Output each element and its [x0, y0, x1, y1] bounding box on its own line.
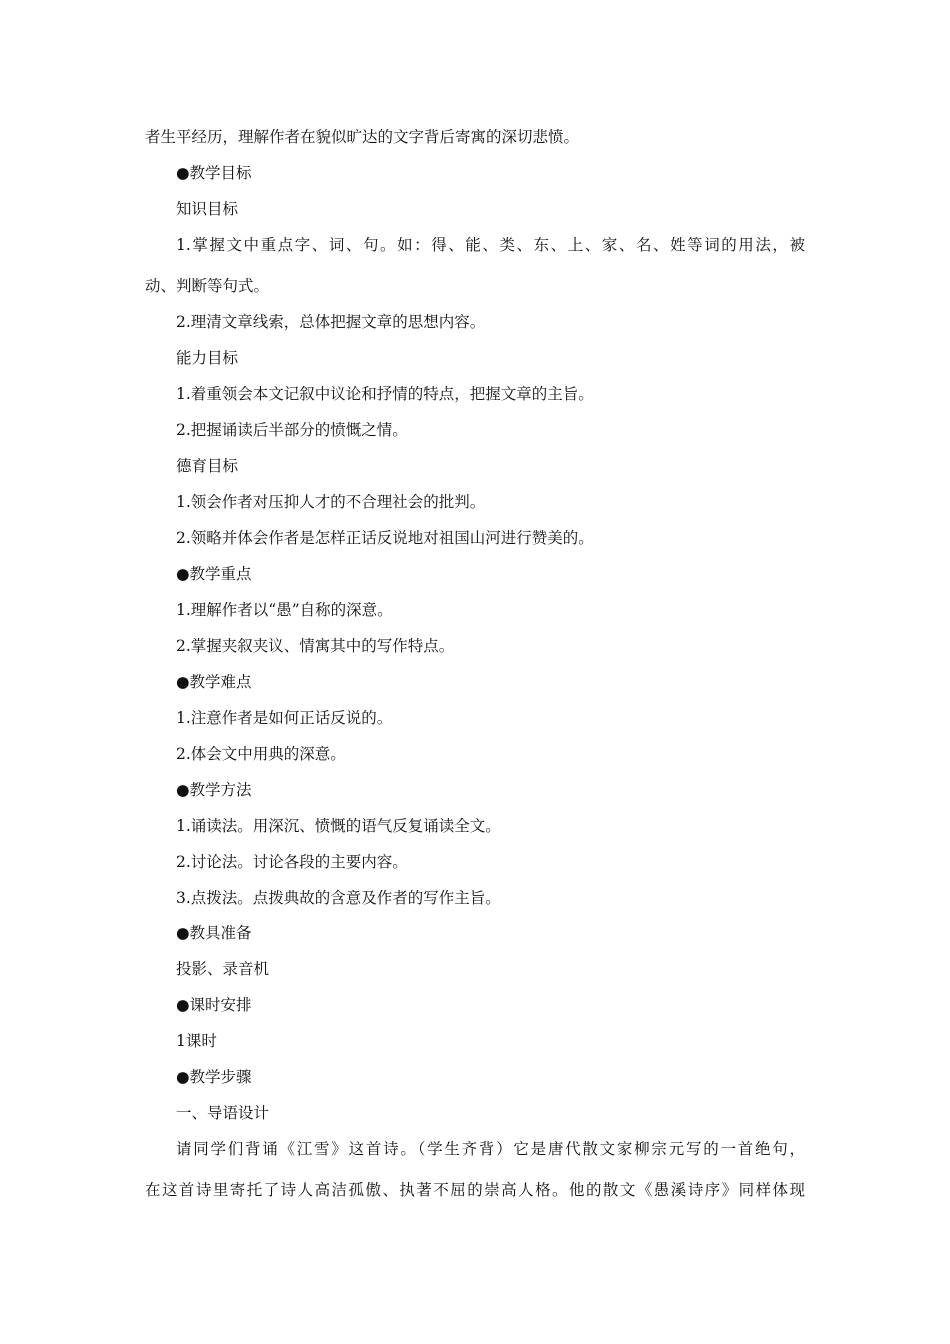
section-heading-key-points: ●教学重点: [176, 565, 252, 583]
text-line-continuation: 者生平经历，理解作者在貌似旷达的文字背后寄寓的深切悲愤。: [145, 128, 580, 146]
list-item-knowledge-2: 2.理清文章线索，总体把握文章的思想内容。: [176, 313, 486, 331]
list-item-knowledge-1: 1.掌握文中重点字、词、句。如：得、能、类、东、上、家、名、姓等词的用法，被: [176, 236, 805, 254]
list-item-difficulty-2: 2.体会文中用典的深意。: [176, 745, 346, 763]
list-item-method-3: 3.点拨法。点拨典故的含意及作者的写作主旨。: [176, 889, 501, 907]
section-heading-difficulties: ●教学难点: [176, 673, 252, 691]
list-item-key-1: 1.理解作者以“愚”自称的深意。: [176, 601, 393, 619]
subheading-knowledge-goals: 知识目标: [176, 200, 239, 218]
section-heading-teaching-goals: ●教学目标: [176, 164, 252, 182]
section-heading-steps: ●教学步骤: [176, 1068, 252, 1086]
list-item-ability-2: 2.把握诵读后半部分的愤慨之情。: [176, 421, 408, 439]
list-item-method-1: 1.诵读法。用深沉、愤慨的语气反复诵读全文。: [176, 817, 501, 835]
subheading-moral-goals: 德育目标: [176, 457, 239, 475]
subheading-ability-goals: 能力目标: [176, 349, 239, 367]
list-item-difficulty-1: 1.注意作者是如何正话反说的。: [176, 709, 393, 727]
list-item-method-2: 2.讨论法。讨论各段的主要内容。: [176, 853, 408, 871]
section-heading-methods: ●教学方法: [176, 781, 252, 799]
list-item-knowledge-1-cont: 动、判断等句式。: [145, 277, 270, 295]
schedule-text: 1课时: [176, 1032, 217, 1050]
paragraph-intro-line-1: 请同学们背诵《江雪》这首诗。（学生齐背）它是唐代散文家柳宗元写的一首绝句，: [176, 1140, 805, 1158]
list-item-ability-1: 1.着重领会本文记叙中议论和抒情的特点，把握文章的主旨。: [176, 385, 594, 403]
list-item-key-2: 2.掌握夹叙夹议、情寓其中的写作特点。: [176, 637, 455, 655]
list-item-moral-2: 2.领略并体会作者是怎样正话反说地对祖国山河进行赞美的。: [176, 529, 594, 547]
section-heading-teaching-aids: ●教具准备: [176, 924, 252, 942]
teaching-aids-text: 投影、录音机: [176, 960, 270, 978]
step-heading-intro: 一、导语设计: [176, 1104, 270, 1122]
list-item-moral-1: 1.领会作者对压抑人才的不合理社会的批判。: [176, 493, 486, 511]
paragraph-intro-line-2: 在这首诗里寄托了诗人高洁孤傲、执著不屈的崇高人格。他的散文《愚溪诗序》同样体现: [145, 1181, 805, 1199]
section-heading-schedule: ●课时安排: [176, 996, 252, 1014]
